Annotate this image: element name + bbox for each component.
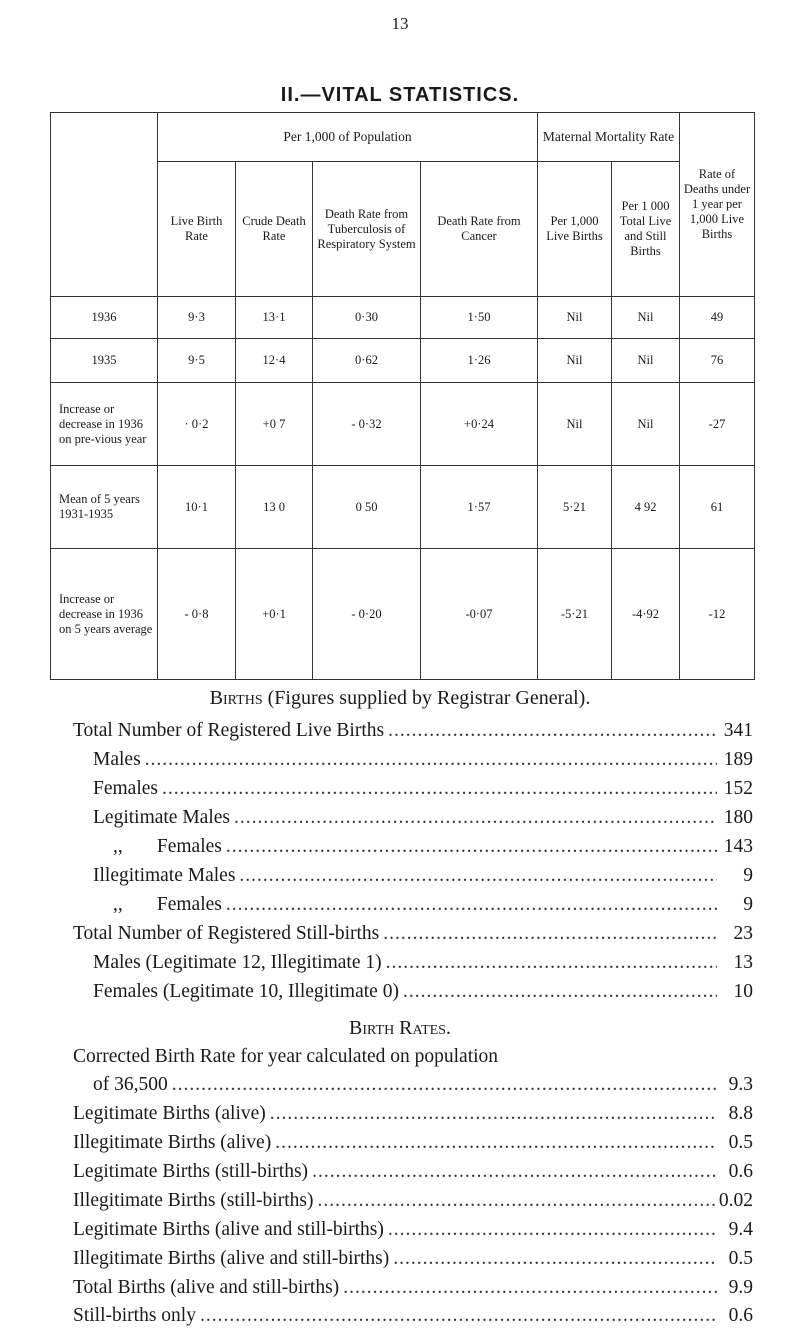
row-label: Mean of 5 years 1931-1935 bbox=[51, 466, 158, 549]
table-cell: 0·62 bbox=[313, 339, 421, 383]
row-label: 1935 bbox=[51, 339, 158, 383]
table-cell: 13·1 bbox=[236, 297, 313, 339]
table-row bbox=[51, 383, 755, 466]
row-label: 1936 bbox=[51, 297, 158, 339]
list-item bbox=[73, 1190, 753, 1212]
item-label: Total Number of Registered Live Births bbox=[73, 720, 385, 741]
table-cell: 12·4 bbox=[236, 339, 313, 383]
item-value: 0.5 bbox=[728, 1248, 753, 1269]
table-cell: Nil bbox=[538, 339, 612, 383]
item-label: Females (Legitimate 10, Illegitimate 0) bbox=[93, 981, 399, 1002]
item-value: 9.3 bbox=[728, 1074, 753, 1095]
item-value: 180 bbox=[723, 807, 753, 828]
list-item bbox=[93, 865, 753, 887]
table-cell: 61 bbox=[680, 466, 755, 549]
table-row bbox=[51, 549, 755, 680]
birth-rates-heading: Birth Rates. bbox=[349, 1017, 451, 1039]
item-label: Illegitimate Births (alive) bbox=[73, 1132, 272, 1153]
table-corner bbox=[51, 113, 158, 297]
list-item bbox=[73, 720, 753, 742]
header-crude-death-rate: Crude Death Rate bbox=[236, 162, 313, 297]
vital-statistics-table bbox=[50, 112, 755, 680]
item-value: 9 bbox=[743, 865, 753, 886]
list-item bbox=[93, 952, 753, 974]
list-item bbox=[73, 1248, 753, 1270]
list-item bbox=[93, 1074, 753, 1096]
table-row bbox=[51, 466, 755, 549]
table-cell: +0·1 bbox=[236, 549, 313, 680]
table-cell: 4 92 bbox=[612, 466, 680, 549]
table-cell: -27 bbox=[680, 383, 755, 466]
item-label: Illegitimate Births (alive and still-births) bbox=[73, 1248, 390, 1269]
item-label: Males bbox=[93, 749, 141, 770]
table-cell: Nil bbox=[612, 339, 680, 383]
list-item bbox=[93, 749, 753, 771]
table-cell: -0·07 bbox=[421, 549, 538, 680]
row-label: Increase or decrease in 1936 on 5 years average bbox=[51, 549, 158, 680]
table-cell: Nil bbox=[612, 383, 680, 466]
header-maternal-total: Per 1 000 Total Live and Still Births bbox=[612, 162, 680, 297]
table-cell: -4·92 bbox=[612, 549, 680, 680]
table-cell: +0·24 bbox=[421, 383, 538, 466]
list-item bbox=[73, 1103, 753, 1125]
list-item bbox=[93, 807, 753, 829]
table-cell: 10·1 bbox=[158, 466, 236, 549]
item-value: 143 bbox=[723, 836, 753, 857]
table-cell: 5·21 bbox=[538, 466, 612, 549]
table-cell: 0·30 bbox=[313, 297, 421, 339]
item-label: Males (Legitimate 12, Illegitimate 1) bbox=[93, 952, 382, 973]
list-item bbox=[73, 923, 753, 945]
table-cell: -5·21 bbox=[538, 549, 612, 680]
list-item bbox=[113, 894, 753, 916]
table-cell: 1·57 bbox=[421, 466, 538, 549]
item-label: Females bbox=[93, 778, 158, 799]
table-cell: Nil bbox=[612, 297, 680, 339]
item-value: 0.6 bbox=[728, 1161, 753, 1182]
table-cell: 0 50 bbox=[313, 466, 421, 549]
table-cell: - 0·8 bbox=[158, 549, 236, 680]
item-value: 9 bbox=[743, 894, 753, 915]
item-label: Illegitimate Births (still-births) bbox=[73, 1190, 314, 1211]
item-value: 152 bbox=[723, 778, 753, 799]
table-cell: 1·26 bbox=[421, 339, 538, 383]
table-cell: Nil bbox=[538, 383, 612, 466]
table-row bbox=[51, 339, 755, 383]
header-live-birth-rate: Live Birth Rate bbox=[158, 162, 236, 297]
list-item bbox=[113, 836, 753, 858]
list-item bbox=[73, 1132, 753, 1154]
table-cell: - 0·20 bbox=[313, 549, 421, 680]
item-value: 341 bbox=[723, 720, 753, 741]
item-label: Legitimate Births (alive and still-births) bbox=[73, 1219, 384, 1240]
item-value: 9.9 bbox=[728, 1277, 753, 1298]
item-label: Legitimate Males bbox=[93, 807, 230, 828]
births-heading-sub: (Figures supplied by Registrar General). bbox=[267, 687, 591, 709]
item-label: Total Number of Registered Still-births bbox=[73, 923, 380, 944]
table-cell: 13 0 bbox=[236, 466, 313, 549]
header-maternal-live: Per 1,000 Live Births bbox=[538, 162, 612, 297]
header-cancer-rate: Death Rate from Cancer bbox=[421, 162, 538, 297]
table-cell: 49 bbox=[680, 297, 755, 339]
list-item bbox=[93, 778, 753, 800]
table-row bbox=[51, 297, 755, 339]
birth-rates-intro bbox=[73, 1046, 753, 1068]
table-cell: · 0·2 bbox=[158, 383, 236, 466]
table-cell: -12 bbox=[680, 549, 755, 680]
table-cell: Nil bbox=[538, 297, 612, 339]
item-value: 8.8 bbox=[728, 1103, 753, 1124]
table-cell: 9·5 bbox=[158, 339, 236, 383]
item-label: Still-births only bbox=[73, 1305, 196, 1326]
item-label: ,, Females bbox=[113, 894, 222, 915]
intro-text: Corrected Birth Rate for year calculated on population bbox=[73, 1046, 499, 1067]
list-item bbox=[73, 1305, 753, 1327]
item-label: of 36,500 bbox=[93, 1074, 168, 1095]
list-item bbox=[93, 981, 753, 1003]
table-cell: 76 bbox=[680, 339, 755, 383]
header-tuberculosis-rate: Death Rate from Tuberculosis of Respiratory System bbox=[313, 162, 421, 297]
item-value: 9.4 bbox=[728, 1219, 753, 1240]
item-value: 189 bbox=[723, 749, 753, 770]
header-infant-death-rate: Rate of Deaths under 1 year per 1,000 Live Births bbox=[680, 113, 755, 297]
births-heading-main: Births bbox=[209, 687, 263, 709]
item-value: 0.6 bbox=[728, 1305, 753, 1326]
item-label: Legitimate Births (still-births) bbox=[73, 1161, 309, 1182]
births-heading bbox=[0, 687, 800, 710]
list-item bbox=[73, 1277, 753, 1299]
list-item bbox=[73, 1161, 753, 1183]
item-value: 0.02 bbox=[718, 1190, 753, 1211]
item-label: ,, Females bbox=[113, 836, 222, 857]
table-cell: 9·3 bbox=[158, 297, 236, 339]
row-label: Increase or decrease in 1936 on pre-vious year bbox=[51, 383, 158, 466]
item-label: Illegitimate Males bbox=[93, 865, 236, 886]
item-label: Total Births (alive and still-births) bbox=[73, 1277, 340, 1298]
item-value: 0.5 bbox=[728, 1132, 753, 1153]
table-cell: - 0·32 bbox=[313, 383, 421, 466]
header-population-group: Per 1,000 of Population bbox=[158, 113, 538, 162]
table-cell: 1·50 bbox=[421, 297, 538, 339]
header-maternal-group: Maternal Mortality Rate bbox=[538, 113, 680, 162]
item-label: Legitimate Births (alive) bbox=[73, 1103, 266, 1124]
item-value: 23 bbox=[733, 923, 753, 944]
item-value: 10 bbox=[733, 981, 753, 1002]
list-item bbox=[73, 1219, 753, 1241]
page-title: II.—VITAL STATISTICS. bbox=[280, 84, 520, 106]
item-value: 13 bbox=[733, 952, 753, 973]
table-cell: +0 7 bbox=[236, 383, 313, 466]
page-number: 13 bbox=[391, 14, 409, 33]
